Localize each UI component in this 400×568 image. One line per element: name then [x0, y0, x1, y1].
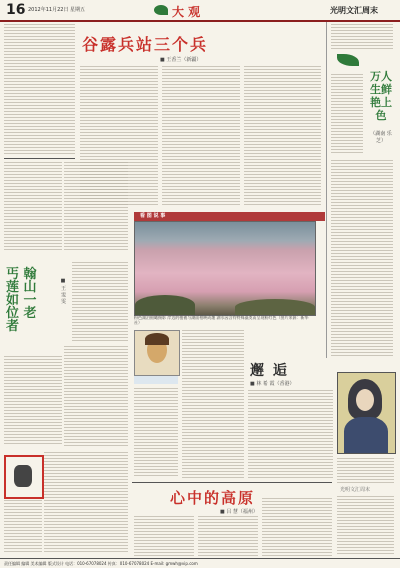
article-text-block	[4, 162, 62, 252]
article-text-block	[64, 162, 128, 252]
article-text-block	[44, 452, 128, 554]
right-article-title: 万人生鲜艳上色	[370, 70, 392, 122]
article-text-block	[4, 500, 42, 554]
encounter-byline: ■ 林 希 霞（香港）	[250, 381, 295, 387]
tree-cluster-icon	[235, 299, 315, 315]
encounter-title: 邂 逅	[250, 363, 289, 379]
page-number: 16	[6, 2, 26, 18]
article-text-block	[244, 66, 321, 206]
page-footer: 责任编辑 编辑 美术编辑 版式设计 电话：010-67078024 传真：010-67078024 E-mail: gmwh@vip.com	[0, 558, 400, 568]
left-article-byline: ■ 王 雯 雯	[60, 278, 66, 304]
article-text-block	[248, 390, 333, 478]
main-article-title: 谷露兵站三个兵	[82, 35, 209, 54]
article-text-block	[182, 330, 244, 480]
figure-body-icon	[344, 417, 388, 453]
left-article-title: 丐 翰 莲 山 如 一 位 老 者	[6, 267, 37, 334]
section-divider	[132, 482, 332, 483]
figure-face-icon	[356, 389, 374, 411]
leaf-decor-icon	[337, 54, 359, 66]
photo-caption: 粉色湖泊俯瞰摄影 岸边的植被与湖面相映成趣 湖水因含有特殊藻类而呈现粉红色（图片来源：新华社）	[134, 315, 309, 325]
article-text-block	[198, 516, 258, 556]
main-article-byline: ■ 王香兰（新疆）	[160, 57, 202, 63]
portrait-illustration	[134, 330, 180, 376]
article-text-block	[4, 356, 62, 446]
photo-banner: 看 图 说 事	[134, 212, 325, 221]
pink-lake-photo	[134, 221, 316, 316]
right-column-box	[326, 22, 397, 358]
section-title: 大 观	[172, 5, 201, 19]
article-text-block	[72, 262, 128, 342]
page-header	[0, 0, 400, 22]
article-text-block	[337, 496, 394, 556]
heart-plateau-title: 心中的高原	[170, 489, 256, 507]
painting-credit: 光明文汇周末	[340, 487, 371, 493]
article-text-block	[4, 24, 75, 154]
article-text-block	[134, 516, 194, 556]
article-text-block	[331, 160, 393, 356]
article-text-block	[134, 388, 178, 478]
tree-cluster-icon	[135, 295, 195, 315]
article-text-block	[331, 24, 393, 50]
section-mark-icon	[154, 5, 168, 15]
stamp-graphic	[4, 455, 44, 499]
right-article-byline: （湖南 乐 芝）	[370, 131, 392, 144]
article-text-block	[64, 346, 128, 446]
article-text-block	[337, 458, 394, 484]
article-text-block	[162, 66, 240, 206]
heart-plateau-byline: ■ 吕 慧（福州）	[220, 509, 258, 515]
logo-caption	[134, 376, 178, 384]
issue-date: 2012年11月22日 星期五	[28, 7, 86, 13]
article-text-block	[262, 498, 332, 556]
article-text-block	[331, 74, 363, 154]
painting-image	[337, 372, 396, 454]
masthead: 光明文汇周末	[330, 6, 378, 15]
hair-icon	[145, 333, 169, 345]
column-divider	[4, 158, 75, 159]
stamp-figure-icon	[14, 465, 32, 487]
